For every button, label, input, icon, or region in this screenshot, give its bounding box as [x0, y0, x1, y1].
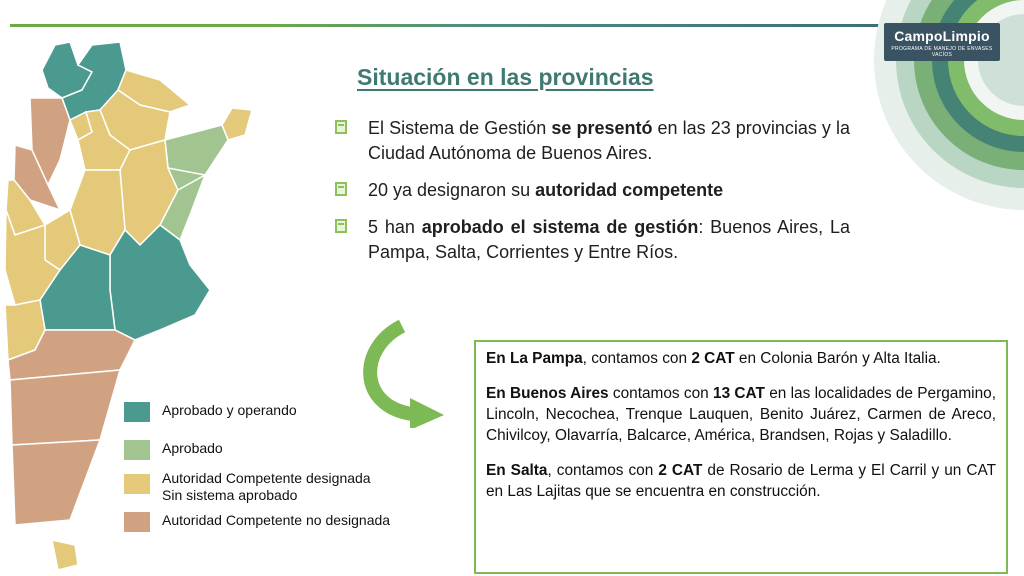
page-title: Situación en las provincias — [357, 64, 654, 90]
cat-info-box — [474, 340, 1008, 574]
legend-label: Autoridad Competente no designada — [162, 512, 391, 528]
legend-swatch — [124, 402, 150, 422]
info-paragraph-buenos-aires: En Buenos Aires contamos con 13 CAT en las localidades de Pergamino, Lincoln, Necochea, Trenque Lauquen, Benito Juárez, Carmen de Areco, Chivilcoy, Olavarría, Balcarce, América, Brandsen, Rojas y Saladillo. — [486, 385, 996, 444]
province-tierra-del-fuego — [52, 540, 78, 570]
logo-subtext: PROGRAMA DE MANEJO DE ENVASES VACÍOS — [891, 46, 993, 58]
info-paragraph-la-pampa: En La Pampa, contamos con 2 CAT en Colonia Barón y Alta Italia. — [486, 350, 941, 367]
bullet-item: El Sistema de Gestión se presentó en las 23 provincias y la Ciudad Autónoma de Buenos Aires. — [335, 116, 850, 166]
legend-label: Autoridad Competente designada Sin sistema aprobado — [162, 470, 371, 503]
legend-swatch — [124, 512, 150, 532]
bullet-item: 5 han aprobado el sistema de gestión: Buenos Aires, La Pampa, Salta, Corrientes y Entre Ríos. — [335, 215, 850, 265]
bullet-item: 20 ya designaron su autoridad competente — [335, 178, 850, 203]
province-chubut — [10, 370, 120, 445]
legend-item-authority-designated — [124, 470, 371, 504]
legend-item-authority-not-designated — [124, 512, 390, 532]
legend-label: Aprobado — [162, 440, 223, 456]
legend-label: Aprobado y operando — [162, 402, 297, 418]
legend-swatch — [124, 440, 150, 460]
bullet-document-icon — [335, 219, 347, 233]
header-divider-line — [10, 24, 880, 27]
bullet-document-icon — [335, 182, 347, 196]
summary-bullet-list — [335, 116, 850, 277]
campolimpio-logo — [884, 23, 1000, 61]
curved-arrow-icon — [340, 318, 470, 428]
legend-item-approved — [124, 440, 223, 460]
legend-item-approved-operating — [124, 402, 297, 422]
province-buenos-aires — [110, 225, 210, 340]
legend-swatch — [124, 474, 150, 494]
logo-name: CampoLimpio — [894, 28, 990, 44]
info-paragraph-salta: En Salta, contamos con 2 CAT de Rosario de Lerma y El Carril y un CAT en Las Lajitas que se encuentra en construcción. — [486, 462, 996, 500]
province-santa-cruz — [12, 440, 100, 525]
bullet-document-icon — [335, 120, 347, 134]
